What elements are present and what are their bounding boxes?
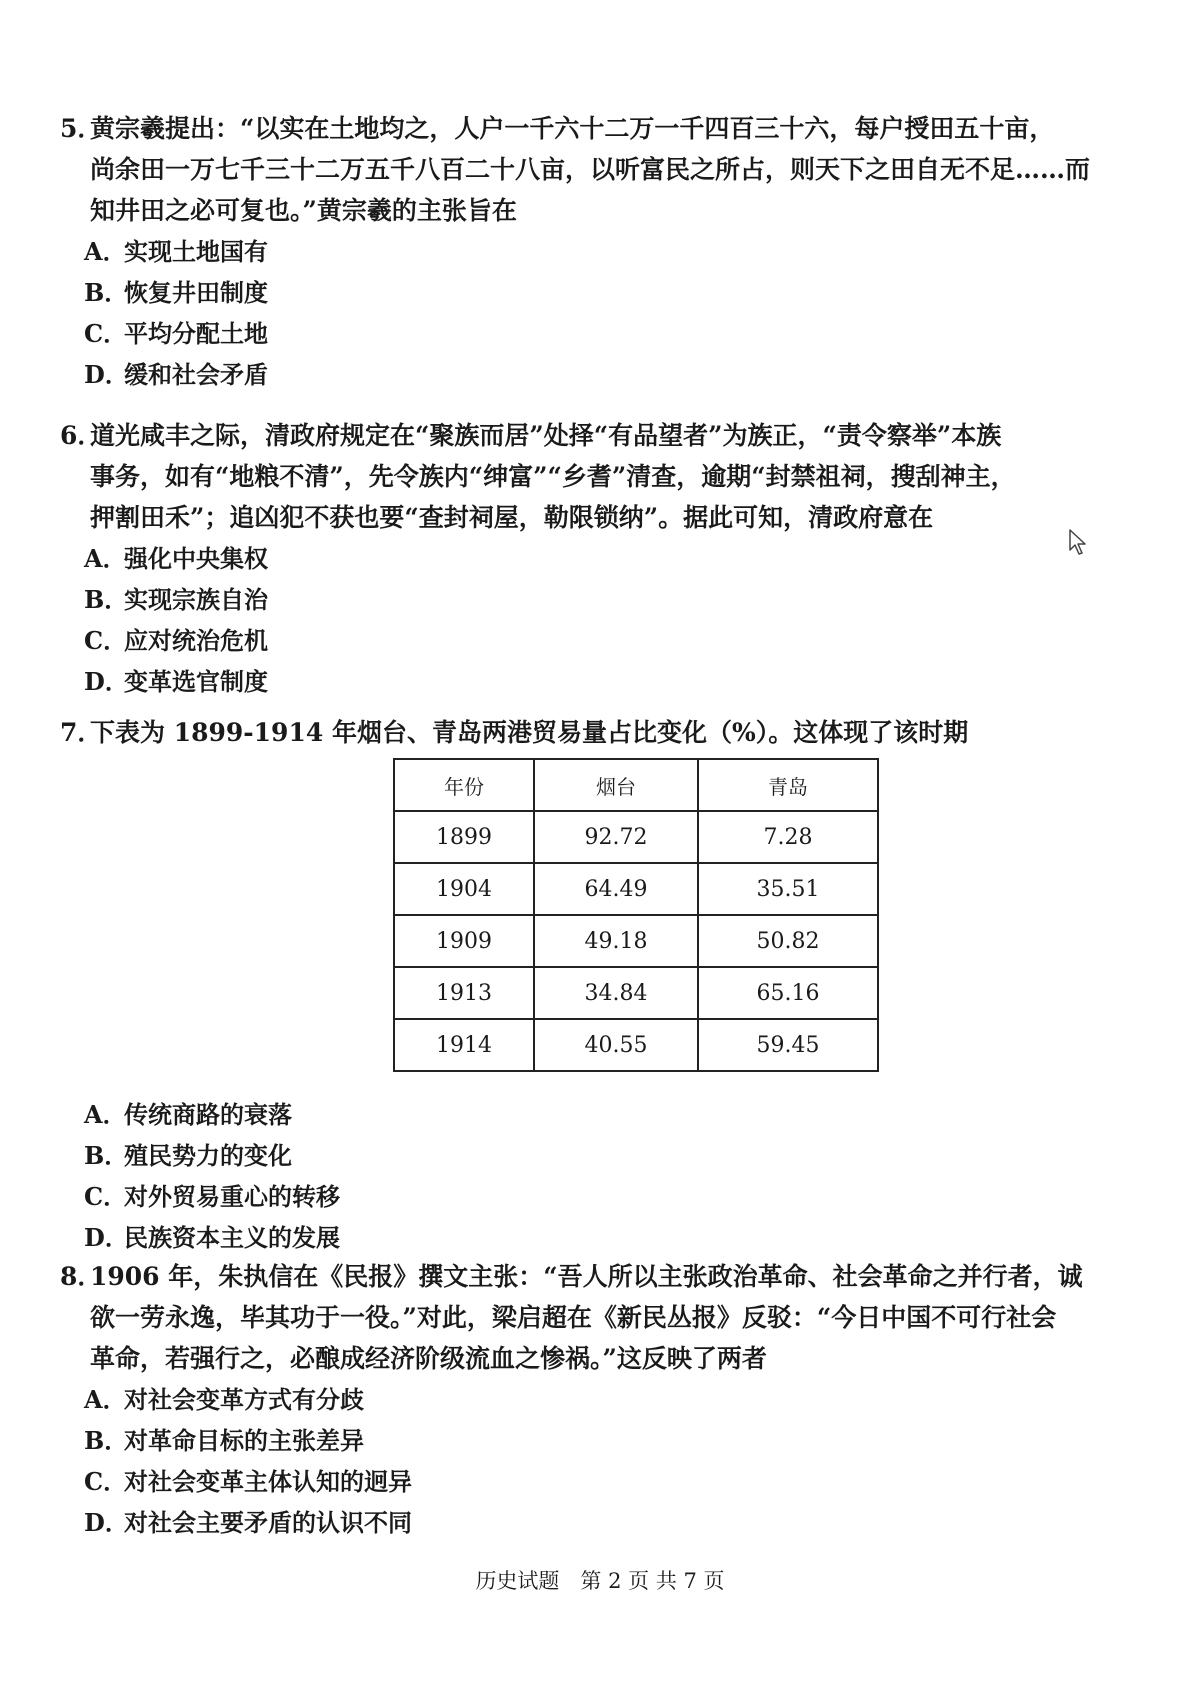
option-letter: B． (84, 1426, 129, 1455)
header-yantai: 烟台 (534, 759, 698, 811)
question-stem (60, 415, 1100, 538)
option-c (60, 1461, 1100, 1502)
option-b (60, 1420, 1100, 1461)
option-a (60, 1094, 1100, 1135)
option-letter: C． (84, 319, 128, 348)
option-a (60, 1379, 1100, 1420)
question-stem (60, 1256, 1100, 1379)
option-text: 民族资本主义的发展 (124, 1223, 340, 1252)
question-number: 6． (60, 421, 103, 450)
option-letter: A． (84, 544, 127, 573)
stem-line: 尚余田一万七千三十二万五千八百二十八亩，以听富民之所占，则天下之田自无不足……而 (90, 155, 1091, 184)
option-text: 强化中央集权 (124, 544, 268, 573)
trade-share-table (393, 758, 879, 1072)
stem-line: 革命，若强行之，必酿成经济阶级流血之惨祸。”这反映了两者 (90, 1344, 767, 1373)
option-letter: D． (84, 1508, 129, 1537)
question-stem (60, 108, 1100, 231)
option-text: 对社会变革主体认知的迥异 (124, 1467, 412, 1496)
table-row (394, 915, 878, 967)
option-text: 对社会主要矛盾的认识不同 (124, 1508, 412, 1537)
option-text: 应对统治危机 (124, 626, 268, 655)
table-row (394, 863, 878, 915)
year-cell: 1904 (394, 863, 534, 915)
stem-line: 下表为 1899-1914 年烟台、青岛两港贸易量占比变化（%）。这体现了该时期 (90, 718, 969, 747)
option-letter: A． (84, 1385, 127, 1414)
option-text: 传统商路的衰落 (124, 1100, 292, 1129)
yantai-cell: 64.49 (534, 863, 698, 915)
option-d (60, 354, 1100, 395)
option-letter: B． (84, 278, 129, 307)
option-b (60, 1135, 1100, 1176)
option-letter: D． (84, 1223, 129, 1252)
year-cell: 1913 (394, 967, 534, 1019)
option-c (60, 313, 1100, 354)
option-letter: C． (84, 1467, 128, 1496)
header-qingdao: 青岛 (698, 759, 878, 811)
option-c (60, 1176, 1100, 1217)
table-row (394, 967, 878, 1019)
option-b (60, 579, 1100, 620)
option-b (60, 272, 1100, 313)
stem-line: 知井田之必可复也。”黄宗羲的主张旨在 (90, 196, 517, 225)
option-letter: C． (84, 1182, 128, 1211)
option-text: 变革选官制度 (124, 667, 268, 696)
option-letter: B． (84, 585, 129, 614)
option-letter: A． (84, 1100, 127, 1129)
option-text: 对革命目标的主张差异 (124, 1426, 364, 1455)
question-8 (60, 1256, 1100, 1543)
qingdao-cell: 50.82 (698, 915, 878, 967)
page-footer: 历史试题 第 2 页 共 7 页 (475, 1569, 725, 1593)
table-row (394, 1019, 878, 1071)
year-cell: 1899 (394, 811, 534, 863)
option-letter: D． (84, 360, 129, 389)
qingdao-cell: 59.45 (698, 1019, 878, 1071)
question-number: 8． (60, 1262, 103, 1291)
option-text: 殖民势力的变化 (124, 1141, 292, 1170)
option-text: 缓和社会矛盾 (124, 360, 268, 389)
option-c (60, 620, 1100, 661)
option-d (60, 1502, 1100, 1543)
header-year: 年份 (394, 759, 534, 811)
option-text: 实现宗族自治 (124, 585, 268, 614)
year-cell: 1914 (394, 1019, 534, 1071)
option-letter: C． (84, 626, 128, 655)
question-5 (60, 108, 1100, 395)
option-letter: B． (84, 1141, 129, 1170)
qingdao-cell: 65.16 (698, 967, 878, 1019)
table-row (394, 811, 878, 863)
question-7-options (60, 1094, 1100, 1258)
stem-line: 押割田禾”；追凶犯不获也要“查封祠屋，勒限锁纳”。据此可知，清政府意在 (90, 503, 934, 532)
option-d (60, 661, 1100, 702)
option-text: 对外贸易重心的转移 (124, 1182, 340, 1211)
option-letter: A． (84, 237, 127, 266)
yantai-cell: 92.72 (534, 811, 698, 863)
question-stem (60, 712, 1100, 753)
option-text: 对社会变革方式有分歧 (124, 1385, 364, 1414)
stem-line: 事务，如有“地粮不清”，先令族内“绅富”“乡耆”清查，逾期“封禁祖祠，搜刮神主， (90, 462, 1016, 491)
qingdao-cell: 35.51 (698, 863, 878, 915)
option-text: 平均分配土地 (124, 319, 268, 348)
stem-line: 1906 年，朱执信在《民报》撰文主张：“吾人所以主张政治革命、社会革命之并行者，诚 (90, 1262, 1083, 1291)
option-text: 恢复井田制度 (124, 278, 268, 307)
option-a (60, 538, 1100, 579)
year-cell: 1909 (394, 915, 534, 967)
option-a (60, 231, 1100, 272)
stem-line: 欲一劳永逸，毕其功于一役。”对此，梁启超在《新民丛报》反驳：“今日中国不可行社会 (90, 1303, 1057, 1332)
option-text: 实现土地国有 (124, 237, 268, 266)
qingdao-cell: 7.28 (698, 811, 878, 863)
option-letter: D． (84, 667, 129, 696)
stem-line: 黄宗羲提出：“以实在土地均之，人户一千六十二万一千四百三十六，每户授田五十亩， (90, 114, 1055, 143)
mouse-pointer-icon (1068, 528, 1090, 558)
option-d (60, 1217, 1100, 1258)
yantai-cell: 49.18 (534, 915, 698, 967)
question-number: 7． (60, 718, 103, 747)
yantai-cell: 40.55 (534, 1019, 698, 1071)
question-7 (60, 712, 1100, 753)
table-header-row (394, 759, 878, 811)
question-6 (60, 415, 1100, 702)
question-number: 5． (60, 114, 103, 143)
stem-line: 道光咸丰之际，清政府规定在“聚族而居”处择“有品望者”为族正，“责令察举”本族 (90, 421, 1002, 450)
yantai-cell: 34.84 (534, 967, 698, 1019)
